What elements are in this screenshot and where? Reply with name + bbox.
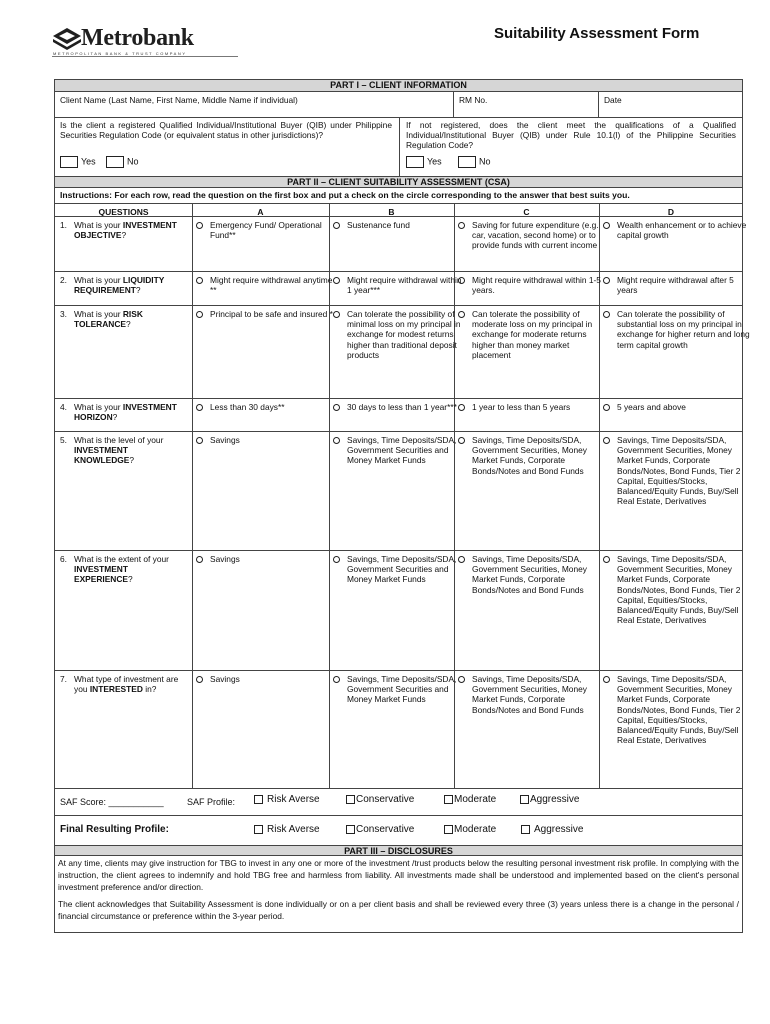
disclosure-paragraph-2: The client acknowledges that Suitability Assessment is done individually or on a per client basis and shall be reviewed every three (3) years unless there is a change in the personal / financial circumstance or preference within the 3-year period. [58, 899, 739, 922]
answer-option-7-c: Savings, Time Deposits/SDA, Government Securities, Money Market Funds, Corporate Bonds/Notes and Bond Funds [472, 674, 587, 715]
column-header-b: B [388, 207, 395, 217]
question-text-tail: in? [142, 684, 157, 695]
divider [55, 305, 742, 306]
saf-score-row [60, 795, 740, 809]
conservative-label: Conservative [356, 824, 415, 836]
question-number: 6. [60, 554, 67, 564]
yes-label: Yes [81, 156, 96, 167]
divider [399, 117, 400, 176]
answer-radio-3-b[interactable] [333, 311, 340, 318]
date-label: Date [604, 95, 622, 105]
qib-no-option[interactable] [106, 156, 139, 168]
question-text-lead: What is your [74, 309, 123, 319]
saf-risk-averse-option[interactable] [254, 795, 320, 805]
answer-option-6-d: Savings, Time Deposits/SDA, Government Securities, Money Market Funds, Corporate Bonds/Notes, Bond Funds, Tier 2 Capital, Equities/Stocks, Balanced/Equity Funds, Buy/Sell Real Estate, Derivatives [617, 554, 741, 626]
form-header [0, 0, 770, 60]
question-text [74, 309, 184, 329]
moderate-label: Moderate [454, 794, 497, 806]
logo-subtext: METROPOLITAN BANK & TRUST COMPANY [53, 51, 187, 56]
final-conservative-option[interactable] [346, 825, 414, 835]
metrobank-logo [52, 27, 252, 57]
question-number: 3. [60, 309, 67, 319]
saf-aggressive-option[interactable] [520, 795, 579, 805]
answer-radio-6-c[interactable] [458, 556, 465, 563]
yes-checkbox[interactable] [60, 156, 78, 168]
question-keyword: INVESTMENT KNOWLEDGE [74, 445, 130, 466]
column-header-d: D [667, 207, 675, 217]
divider [55, 271, 742, 272]
answer-radio-7-c[interactable] [458, 676, 465, 683]
divider [598, 91, 599, 117]
answer-radio-5-b[interactable] [333, 437, 340, 444]
answer-radio-2-c[interactable] [458, 277, 465, 284]
answer-option-6-a: Savings [210, 554, 240, 564]
yes-label: Yes [427, 156, 442, 167]
part2-instructions: Instructions: For each row, read the question on the first box and put a check on the circle corresponding to the answer that best suits you. [60, 190, 630, 200]
answer-option-2-c: Might require withdrawal within 1-5 years. [472, 275, 601, 296]
no-checkbox[interactable] [458, 156, 476, 168]
answer-radio-7-a[interactable] [196, 676, 203, 683]
answer-option-6-c: Savings, Time Deposits/SDA, Government Securities, Money Market Funds, Corporate Bonds/Notes and Bond Funds [472, 554, 587, 595]
answer-option-5-d: Savings, Time Deposits/SDA, Government Securities, Money Market Funds, Corporate Bonds/Notes, Bond Funds, Tier 2 Capital, Equities/Stocks, Balanced/Equity Funds, Buy/Sell Real Estate, Derivatives [617, 435, 741, 507]
question-text [74, 220, 184, 240]
aggressive-label: Aggressive [534, 824, 584, 836]
final-aggressive-option[interactable] [521, 825, 583, 835]
no-checkbox[interactable] [106, 156, 124, 168]
answer-option-5-c: Savings, Time Deposits/SDA, Government Securities, Money Market Funds, Corporate Bonds/Notes and Bond Funds [472, 435, 587, 476]
part2-title: PART II – CLIENT SUITABILITY ASSESSMENT (CSA) [55, 176, 742, 188]
question-text-tail: ? [125, 319, 131, 330]
question-text-lead: What is the extent of your [74, 554, 169, 564]
header-rule [52, 56, 238, 57]
divider [55, 203, 742, 204]
conservative-checkbox[interactable] [346, 825, 355, 834]
conservative-checkbox[interactable] [346, 795, 355, 804]
answer-option-7-d: Savings, Time Deposits/SDA, Government Securities, Money Market Funds, Corporate Bonds/Notes, Bond Funds, Tier 2 Capital, Equities/Stocks, Balanced/Equity Funds, Buy/Sell Real Estate, Derivatives [617, 674, 741, 746]
answer-radio-1-d[interactable] [603, 222, 610, 229]
question-number: 2. [60, 275, 67, 285]
question-text-lead: What is your [74, 402, 123, 412]
answer-radio-7-d[interactable] [603, 676, 610, 683]
final-risk-averse-option[interactable] [254, 825, 320, 835]
client-name-label: Client Name (Last Name, First Name, Middle Name if individual) [60, 95, 298, 105]
answer-radio-3-c[interactable] [458, 311, 465, 318]
question-text-tail: ? [135, 285, 141, 296]
saf-profile-label: SAF Profile: [187, 797, 236, 807]
risk-averse-checkbox[interactable] [254, 825, 263, 834]
answer-option-4-d: 5 years and above [617, 402, 686, 412]
divider [55, 216, 742, 217]
question-keyword: INVESTMENT EXPERIENCE [74, 564, 128, 585]
final-moderate-option[interactable] [444, 825, 496, 835]
qib-followup-question: If not registered, does the client meet the qualifications of a Qualified Individual/Institutional Buyer (QIB) under Rule 10.1(l) of the Philippine Securities Regulation Code? [406, 120, 736, 151]
answer-option-2-a: Might require withdrawal anytime ** [210, 275, 333, 296]
question-keyword: INTERESTED [89, 684, 143, 695]
risk-averse-label: Risk Averse [267, 794, 320, 806]
question-text [74, 435, 184, 466]
answer-option-2-d: Might require withdrawal after 5 years [617, 275, 734, 296]
question-text [74, 674, 184, 694]
answer-option-6-b: Savings, Time Deposits/SDA, Government Securities and Money Market Funds [347, 554, 457, 585]
answer-option-3-c: Can tolerate the possibility of moderate loss on my principal in exchange for moderate returns higher than money market placement [472, 309, 593, 360]
question-keyword: RISK TOLERANCE [74, 309, 143, 330]
column-header-a: A [257, 207, 264, 217]
qib-question: Is the client a registered Qualified Individual/Institutional Buyer (QIB) under Philippine Securities Regulation Code (or equivalent status in other jurisdictions)? [60, 120, 392, 141]
risk-averse-checkbox[interactable] [254, 795, 263, 804]
question-keyword: LIQUIDITY REQUIREMENT [74, 275, 165, 296]
answer-option-1-a: Emergency Fund/ Operational Fund** [210, 220, 322, 241]
question-text-tail: ? [112, 412, 118, 423]
answer-option-1-d: Wealth enhancement or to achieve capital growth [617, 220, 747, 241]
answer-radio-5-a[interactable] [196, 437, 203, 444]
answer-option-7-b: Savings, Time Deposits/SDA, Government Securities and Money Market Funds [347, 674, 457, 705]
answer-radio-4-c[interactable] [458, 404, 465, 411]
saf-moderate-option[interactable] [444, 795, 496, 805]
question-text-tail: ? [121, 230, 127, 241]
answer-radio-2-a[interactable] [196, 277, 203, 284]
question-text-tail: ? [129, 455, 135, 466]
question-keyword: INVESTMENT HORIZON [74, 402, 177, 423]
answer-radio-2-b[interactable] [333, 277, 340, 284]
question-keyword: INVESTMENT OBJECTIVE [74, 220, 177, 241]
moderate-checkbox[interactable] [444, 795, 453, 804]
yes-checkbox[interactable] [406, 156, 424, 168]
answer-radio-7-b[interactable] [333, 676, 340, 683]
answer-option-3-a: Principal to be safe and insured * [210, 309, 333, 319]
divider [453, 91, 454, 117]
answer-option-7-a: Savings [210, 674, 240, 684]
answer-radio-2-d[interactable] [603, 277, 610, 284]
answer-option-1-b: Sustenance fund [347, 220, 410, 230]
answer-radio-6-b[interactable] [333, 556, 340, 563]
form-title: Suitability Assessment Form [494, 25, 700, 42]
metrobank-emblem-icon [52, 27, 82, 51]
divider [55, 670, 742, 671]
final-profile-row [60, 825, 740, 839]
answer-option-2-b: Might require withdrawal within 1 year*** [347, 275, 462, 296]
form-sheet [54, 79, 750, 933]
divider [55, 398, 742, 399]
final-profile-label: Final Resulting Profile: [60, 824, 169, 835]
answer-radio-4-d[interactable] [603, 404, 610, 411]
aggressive-checkbox[interactable] [520, 795, 529, 804]
conservative-label: Conservative [356, 794, 415, 806]
disclosure-paragraph-1: At any time, clients may give instruction for TBG to invest in any one or more of the investment /trust products below the resulting personal investment risk profile. In complying with the instruction, the client agrees to indemnify and hold TBG free and harmless from liability. All investments made shall be understood and implemented based on the client's personal investment preference and/or direction. [58, 858, 739, 893]
risk-averse-label: Risk Averse [267, 824, 320, 836]
answer-radio-6-a[interactable] [196, 556, 203, 563]
answer-option-4-c: 1 year to less than 5 years [472, 402, 571, 412]
saf-score-label: SAF Score: ___________ [60, 797, 164, 807]
divider [55, 550, 742, 551]
no-label: No [127, 156, 139, 167]
question-number: 1. [60, 220, 67, 230]
answer-radio-5-d[interactable] [603, 437, 610, 444]
divider [55, 788, 742, 789]
question-text [74, 402, 184, 422]
answer-option-3-d: Can tolerate the possibility of substantial loss on my principal in exchange for higher return and long term capital growth [617, 309, 750, 350]
column-header-questions: QUESTIONS [98, 207, 149, 217]
answer-radio-5-c[interactable] [458, 437, 465, 444]
divider [192, 203, 193, 788]
question-number: 7. [60, 674, 67, 684]
answer-radio-1-b[interactable] [333, 222, 340, 229]
aggressive-label: Aggressive [530, 794, 580, 806]
part1-title: PART I – CLIENT INFORMATION [55, 80, 742, 92]
question-text-lead: What is your [74, 220, 123, 230]
answer-radio-4-b[interactable] [333, 404, 340, 411]
question-number: 5. [60, 435, 67, 445]
answer-option-1-c: Saving for future expenditure (e.g. car, vacation, second home) or to provide funds with current income [472, 220, 599, 251]
aggressive-checkbox[interactable] [521, 825, 530, 834]
question-text-lead: What type of investment are you [74, 674, 179, 695]
question-text [74, 554, 184, 585]
answer-radio-3-a[interactable] [196, 311, 203, 318]
saf-conservative-option[interactable] [346, 795, 414, 805]
answer-option-5-a: Savings [210, 435, 240, 445]
answer-radio-4-a[interactable] [196, 404, 203, 411]
qib-followup-no-option[interactable] [458, 156, 491, 168]
answer-radio-3-d[interactable] [603, 311, 610, 318]
answer-option-4-b: 30 days to less than 1 year*** [347, 402, 457, 412]
qib-yes-option[interactable] [60, 156, 96, 168]
no-label: No [479, 156, 491, 167]
question-text-tail: ? [128, 574, 133, 585]
question-text [74, 275, 184, 295]
divider [55, 815, 742, 816]
answer-option-3-b: Can tolerate the possibility of minimal loss on my principal in exchange for modest returns higher than traditional deposit products [347, 309, 461, 360]
rm-no-label: RM No. [459, 95, 488, 105]
logo-wordmark: Metrobank [81, 25, 194, 51]
moderate-label: Moderate [454, 824, 497, 836]
question-text-lead: What is your [74, 275, 123, 285]
moderate-checkbox[interactable] [444, 825, 453, 834]
answer-radio-1-c[interactable] [458, 222, 465, 229]
question-text-lead: What is the level of your [74, 435, 164, 445]
divider [55, 431, 742, 432]
answer-option-5-b: Savings, Time Deposits/SDA, Government Securities and Money Market Funds [347, 435, 457, 466]
answer-radio-1-a[interactable] [196, 222, 203, 229]
question-number: 4. [60, 402, 67, 412]
qib-followup-yes-option[interactable] [406, 156, 442, 168]
answer-option-4-a: Less than 30 days** [210, 402, 285, 412]
part3-title: PART III – DISCLOSURES [55, 845, 742, 856]
column-header-c: C [523, 207, 530, 217]
answer-radio-6-d[interactable] [603, 556, 610, 563]
